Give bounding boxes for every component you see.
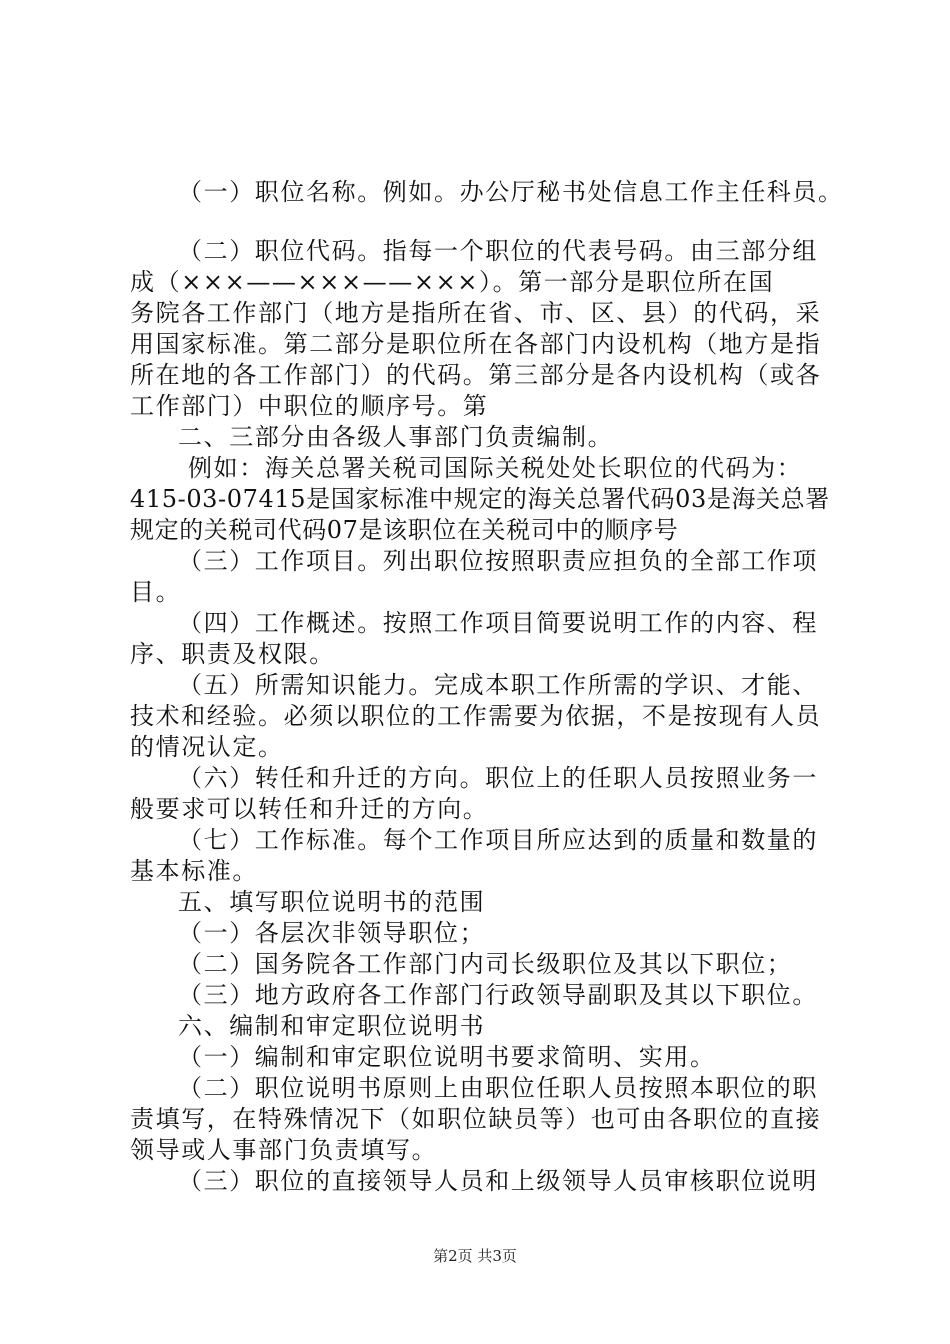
text-line: 的情况认定。 — [130, 733, 284, 761]
text-line: （二）国务院各工作部门内司长级职位及其以下职位； — [178, 950, 793, 978]
text-line: （一）编制和审定职位说明书要求简明、实用。 — [178, 1043, 716, 1071]
text-line: 用国家标准。第二部分是职位所在各部门内设机构（地方是指 — [130, 330, 822, 358]
text-line: 般要求可以转任和升迁的方向。 — [130, 795, 489, 823]
text-line: （六）转任和升迁的方向。职位上的任职人员按照业务一 — [178, 764, 818, 792]
text-line: 工作部门）中职位的顺序号。第 — [130, 392, 489, 420]
text-line: 415-03-07415是国家标准中规定的海关总署代码03是海关总署 — [130, 485, 830, 513]
text-line: （一）各层次非领导职位； — [178, 919, 486, 947]
text-line: （二）职位说明书原则上由职位任职人员按照本职位的职 — [178, 1074, 818, 1102]
page-footer: 第2页 共3页 — [433, 1247, 517, 1265]
text-line: 所在地的各工作部门）的代码。第三部分是各内设机构（或各 — [130, 361, 822, 389]
text-line: 序、职责及权限。 — [130, 640, 335, 668]
text-line: （二）职位代码。指每一个职位的代表号码。由三部分组 — [178, 237, 818, 265]
text-line: （五）所需知识能力。完成本职工作所需的学识、才能、 — [178, 671, 818, 699]
section-heading: 六、编制和审定职位说明书 — [178, 1012, 486, 1040]
section-heading: 五、填写职位说明书的范围 — [178, 888, 486, 916]
text-line: 领导或人事部门负责填写。 — [130, 1136, 438, 1164]
text-line: 二、三部分由各级人事部门负责编制。 — [178, 423, 614, 451]
text-line: 规定的关税司代码07是该职位在关税司中的顺序号 — [130, 516, 679, 544]
text-line: 成（×××——×××——×××）。第一部分是职位所在国 — [130, 268, 775, 296]
text-line: （三）职位的直接领导人员和上级领导人员审核职位说明 — [178, 1167, 818, 1195]
text-line: 基本标准。 — [130, 857, 258, 885]
text-line: 务院各工作部门（地方是指所在省、市、区、县）的代码，采 — [130, 299, 822, 327]
text-line: （四）工作概述。按照工作项目简要说明工作的内容、程 — [178, 609, 818, 637]
text-line: （七）工作标准。每个工作项目所应达到的质量和数量的 — [178, 826, 818, 854]
text-line: 责填写，在特殊情况下（如职位缺员等）也可由各职位的直接 — [130, 1105, 822, 1133]
text-line: （三）地方政府各工作部门行政领导副职及其以下职位。 — [178, 981, 818, 1009]
text-line: 例如：海关总署关税司国际关税处处长职位的代码为： — [188, 454, 803, 482]
text-line: 技术和经验。必须以职位的工作需要为依据，不是按现有人员 — [130, 702, 822, 730]
text-line: （三）工作项目。列出职位按照职责应担负的全部工作项 — [178, 547, 818, 575]
text-line: （一）职位名称。例如。办公厅秘书处信息工作主任科员。 — [178, 178, 844, 206]
text-line: 目。 — [130, 578, 182, 606]
